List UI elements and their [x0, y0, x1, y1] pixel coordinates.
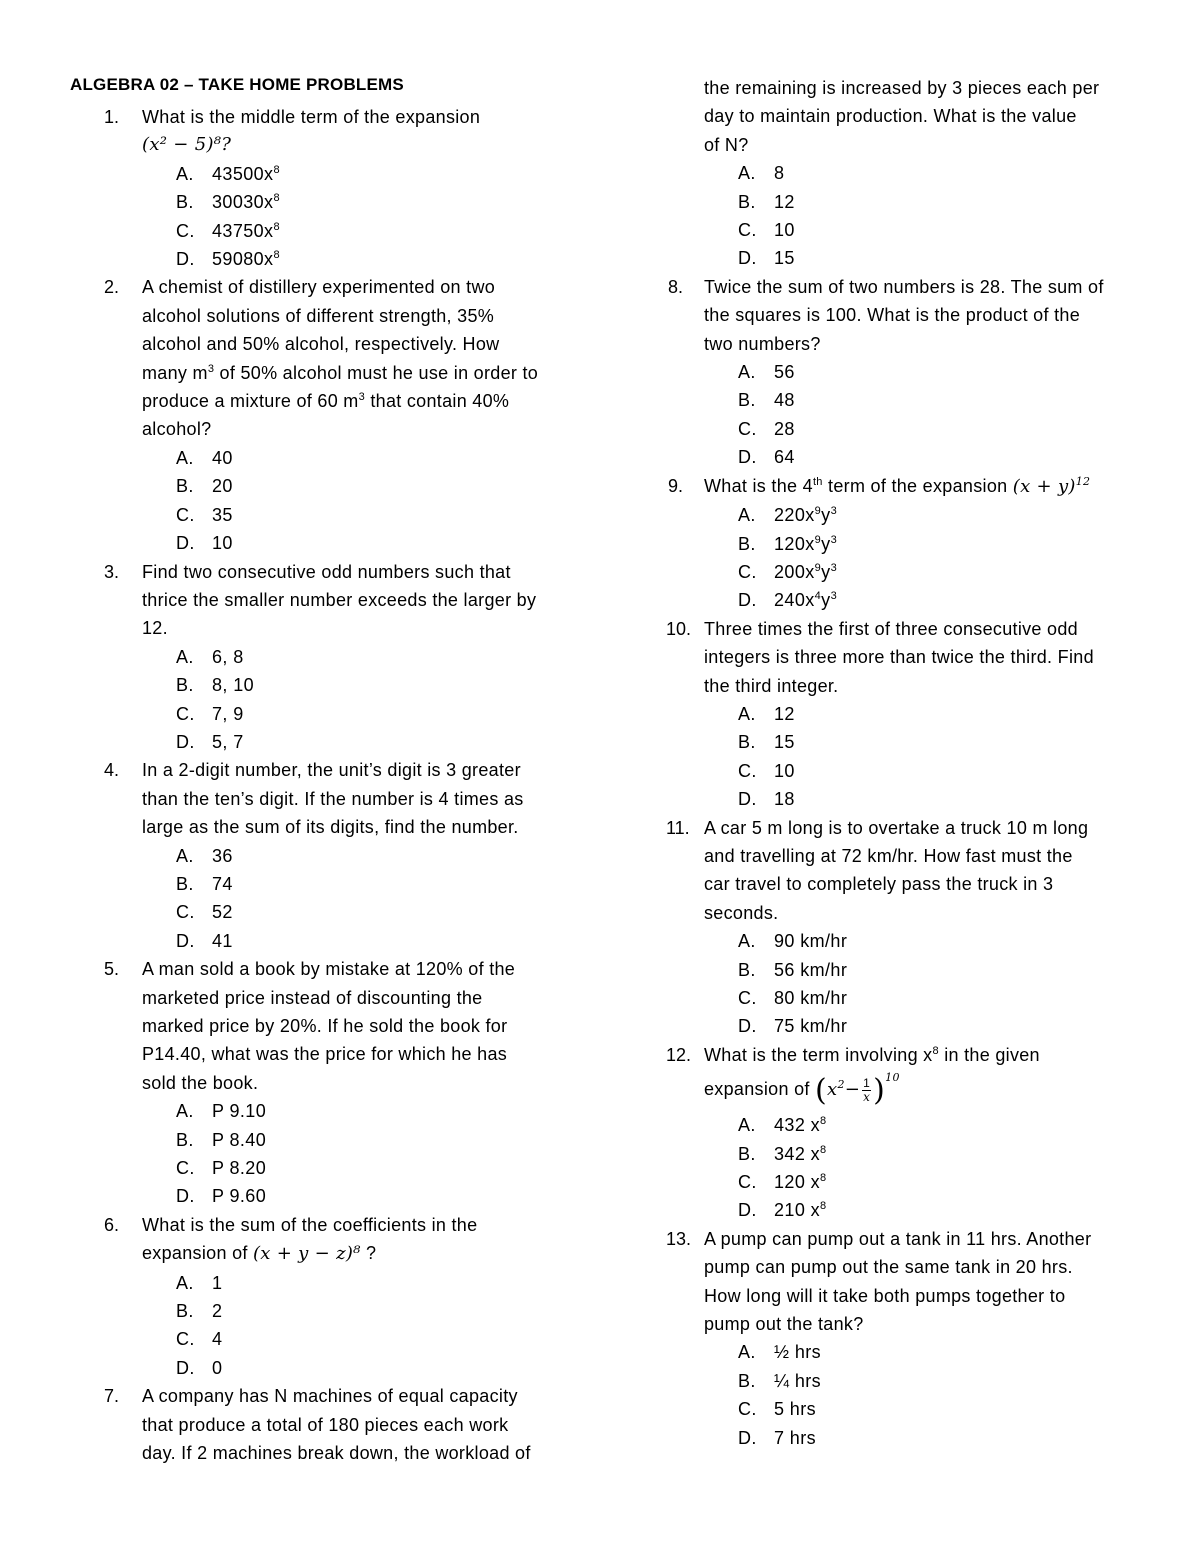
option-list: [142, 1269, 590, 1383]
question-number: 6.: [104, 1214, 120, 1235]
question-2: [70, 273, 590, 557]
option-text: 20: [212, 476, 233, 497]
option-text: 7, 9: [212, 703, 244, 724]
option-text: 28: [774, 418, 795, 439]
option-letter: A.: [738, 1342, 756, 1363]
stem-text: What is the term involving x: [704, 1044, 933, 1065]
stem-math-sup: 12: [1075, 474, 1091, 488]
option-letter: D.: [176, 1357, 195, 1378]
question-stem-line: [142, 359, 590, 387]
option-text: 10: [774, 760, 795, 781]
option-list: [142, 643, 590, 757]
question-stem-line: than the ten’s digit. If the number is 4 times as: [142, 788, 524, 809]
question-number: 12.: [666, 1044, 692, 1065]
option-letter: A.: [176, 1101, 194, 1122]
question-number: 4.: [104, 760, 120, 781]
option-text: 220x: [774, 505, 815, 526]
question-stem-line: P14.40, what was the price for which he has: [142, 1044, 508, 1065]
option-list: [704, 1338, 1138, 1452]
option-d[interactable]: [142, 1182, 590, 1210]
question-stem-line: alcohol and 50% alcohol, respectively. How: [142, 334, 500, 355]
option-c[interactable]: [142, 217, 590, 245]
option-text: 2: [212, 1301, 223, 1322]
question-stem-line: the remaining is increased by 3 pieces each per: [704, 78, 1100, 98]
option-letter: D.: [176, 731, 195, 752]
question-stem-line: day. If 2 machines break down, the workload of: [142, 1443, 531, 1464]
option-text: 43750x: [212, 220, 274, 241]
question-1: [70, 103, 590, 273]
option-text: 30030x: [212, 192, 274, 213]
option-text: 120x: [774, 533, 815, 554]
option-c[interactable]: [142, 898, 590, 926]
stem-sup: 3: [207, 362, 215, 375]
question-3: [70, 558, 590, 757]
stem-text: term of the expansion: [822, 475, 1013, 496]
question-stem-line: that produce a total of 180 pieces each work: [142, 1414, 509, 1435]
stem-text: that contain 40%: [365, 391, 510, 412]
option-a[interactable]: [142, 1097, 590, 1125]
question-stem-line: and travelling at 72 km/hr. How fast must the: [704, 845, 1073, 866]
option-list: [142, 1097, 590, 1211]
question-stem-line: 12.: [142, 618, 168, 639]
option-sup: 8: [273, 192, 280, 205]
question-stem-line: A man sold a book by mistake at 120% of the: [142, 959, 516, 980]
option-d[interactable]: [704, 785, 1138, 813]
option-c[interactable]: [142, 501, 590, 529]
option-a[interactable]: [704, 159, 1138, 187]
option-b[interactable]: [704, 386, 1138, 414]
option-sup: 8: [273, 249, 280, 262]
option-text: 90 km/hr: [774, 931, 848, 952]
question-stem-line: pump out the tank?: [704, 1314, 864, 1335]
option-text: 10: [774, 220, 795, 241]
option-sup: 3: [830, 533, 838, 546]
question-8: [668, 273, 1138, 472]
option-text: 432 x: [774, 1115, 821, 1136]
stem-math-sup: 10: [885, 1071, 900, 1085]
option-text: ¼ hrs: [774, 1370, 822, 1391]
option-letter: A.: [176, 646, 194, 667]
option-d[interactable]: [142, 728, 590, 756]
option-a[interactable]: [142, 444, 590, 472]
option-d[interactable]: [704, 244, 1138, 272]
option-d[interactable]: [704, 1012, 1138, 1040]
option-text: y: [821, 561, 831, 582]
option-text: 12: [774, 703, 795, 724]
stem-math-sup: 2: [837, 1078, 845, 1092]
option-letter: B.: [176, 1301, 194, 1322]
option-text: 15: [774, 248, 795, 269]
option-text: 7 hrs: [774, 1427, 817, 1448]
option-letter: A.: [738, 1115, 756, 1136]
question-number: 2.: [104, 277, 120, 298]
question-stem: What is the middle term of the expansion: [142, 107, 481, 127]
question-number: 13.: [666, 1228, 692, 1249]
option-d[interactable]: [142, 245, 590, 273]
option-letter: C.: [176, 504, 195, 525]
question-stem-line: How long will it take both pumps together to: [704, 1285, 1066, 1306]
option-sup: 9: [814, 533, 822, 546]
option-text: 8: [774, 163, 785, 184]
option-a[interactable]: [704, 1338, 1138, 1366]
option-b[interactable]: [142, 1297, 590, 1325]
question-stem-line: marked price by 20%. If he sold the book for: [142, 1016, 508, 1036]
option-letter: C.: [738, 1399, 757, 1420]
question-stem-line: [704, 1069, 1138, 1111]
option-text: 56: [774, 362, 795, 383]
question-stem-line: A pump can pump out a tank in 11 hrs. Another: [704, 1228, 1092, 1249]
option-letter: D.: [738, 590, 757, 611]
option-b[interactable]: [142, 1126, 590, 1154]
option-letter: A.: [738, 163, 756, 184]
question-stem-line: day to maintain production. What is the value: [704, 106, 1077, 127]
option-text: 80 km/hr: [774, 988, 848, 1008]
option-letter: D.: [738, 789, 757, 810]
option-b[interactable]: [142, 671, 590, 699]
option-letter: C.: [738, 561, 757, 582]
stem-text: in the given: [938, 1044, 1040, 1065]
fraction-numerator: 1: [863, 1075, 871, 1090]
option-sup: 3: [830, 590, 838, 603]
question-stem-line: large as the sum of its digits, find the number.: [142, 817, 519, 838]
option-letter: C.: [176, 220, 195, 241]
question-stem-line: two numbers?: [704, 333, 821, 354]
option-b[interactable]: [704, 1367, 1138, 1395]
option-text: 0: [212, 1357, 223, 1378]
option-letter: A.: [738, 703, 756, 724]
option-c[interactable]: [142, 1325, 590, 1353]
option-a[interactable]: [704, 358, 1138, 386]
option-a[interactable]: [704, 501, 1138, 529]
option-text: 10: [212, 533, 233, 554]
question-stem-line: [142, 387, 590, 415]
question-7-continued: [668, 74, 1138, 273]
fraction-denominator: x: [863, 1089, 871, 1104]
option-d[interactable]: [142, 1354, 590, 1382]
option-text: 12: [774, 191, 795, 212]
fraction: [862, 1077, 871, 1104]
option-c[interactable]: [704, 216, 1138, 244]
question-number: 10.: [666, 618, 692, 639]
option-list: [142, 444, 590, 558]
option-letter: C.: [738, 1172, 757, 1193]
option-text: 75 km/hr: [774, 1016, 848, 1037]
option-sup: 8: [820, 1115, 827, 1128]
question-stem-line: thrice the smaller number exceeds the larger by: [142, 589, 537, 610]
right-column: [668, 74, 1138, 1452]
question-math: (x² − 5)⁸?: [142, 134, 232, 156]
option-a[interactable]: [142, 160, 590, 188]
question-10: [668, 615, 1138, 814]
question-stem-line: [142, 1239, 590, 1268]
option-d[interactable]: [704, 586, 1138, 614]
option-text: P 9.60: [212, 1186, 267, 1207]
option-letter: B.: [176, 1129, 194, 1150]
option-text: 120 x: [774, 1172, 821, 1193]
option-a[interactable]: [704, 927, 1138, 955]
option-letter: B.: [738, 533, 756, 554]
option-c[interactable]: [142, 1154, 590, 1182]
option-letter: B.: [176, 873, 194, 894]
option-text: 56 km/hr: [774, 959, 848, 980]
question-number: 9.: [668, 475, 684, 496]
option-text: 6, 8: [212, 646, 244, 667]
option-list: [142, 842, 590, 956]
option-letter: A.: [176, 163, 194, 184]
option-text: 5 hrs: [774, 1399, 817, 1420]
option-b[interactable]: [142, 472, 590, 500]
option-c[interactable]: [704, 1168, 1138, 1196]
option-letter: A.: [738, 931, 756, 952]
question-stem-line: [704, 1041, 1138, 1069]
question-number: 3.: [104, 561, 120, 582]
option-text: 64: [774, 447, 795, 468]
option-letter: A.: [176, 447, 194, 468]
option-letter: D.: [176, 533, 195, 554]
option-text: 36: [212, 845, 233, 866]
option-text: 240x: [774, 590, 815, 611]
option-letter: C.: [176, 1329, 195, 1350]
question-stem-line: the third integer.: [704, 675, 839, 696]
option-letter: D.: [176, 930, 195, 951]
option-list: [704, 159, 1138, 273]
option-sup: 9: [814, 561, 822, 574]
option-a[interactable]: [142, 1269, 590, 1297]
stem-text: ?: [360, 1243, 377, 1264]
option-letter: C.: [176, 1158, 195, 1179]
question-stem-line: car travel to completely pass the truck in 3: [704, 874, 1054, 895]
option-c[interactable]: [704, 984, 1138, 1012]
option-letter: C.: [176, 902, 195, 923]
option-b[interactable]: [704, 956, 1138, 984]
option-sup: 4: [814, 590, 822, 603]
option-letter: B.: [738, 390, 756, 411]
question-stem-line: Find two consecutive odd numbers such that: [142, 561, 511, 582]
question-stem-line: seconds.: [704, 902, 779, 923]
question-stem-line: A car 5 m long is to overtake a truck 10 m long: [704, 817, 1089, 838]
option-c[interactable]: [704, 757, 1138, 785]
option-list: [704, 358, 1138, 472]
option-c[interactable]: [704, 1395, 1138, 1423]
question-stem-line: Three times the first of three consecutive odd: [704, 618, 1078, 639]
question-stem-line: A chemist of distillery experimented on two: [142, 277, 496, 298]
stem-text: What is the 4: [704, 475, 813, 496]
option-text: 5, 7: [212, 731, 244, 752]
question-stem-line: alcohol?: [142, 419, 212, 440]
option-letter: B.: [176, 675, 194, 696]
option-letter: B.: [176, 192, 194, 213]
option-text: 48: [774, 390, 795, 411]
stem-text: expansion of: [142, 1243, 253, 1264]
option-a[interactable]: [704, 1111, 1138, 1139]
option-text: 74: [212, 873, 233, 894]
option-text: ½ hrs: [774, 1342, 822, 1363]
question-stem-line: What is the sum of the coefficients in the: [142, 1214, 478, 1235]
question-number: 8.: [668, 276, 684, 297]
option-letter: D.: [738, 1200, 757, 1221]
stem-text: many m: [142, 362, 208, 383]
option-text: 8, 10: [212, 675, 255, 696]
option-text: y: [821, 505, 831, 526]
option-sup: 9: [814, 505, 822, 518]
paren-open: (: [814, 1073, 827, 1109]
option-letter: A.: [176, 845, 194, 866]
question-9: [668, 472, 1138, 615]
question-5: [70, 955, 590, 1211]
option-c[interactable]: [142, 700, 590, 728]
option-b[interactable]: [704, 530, 1138, 558]
option-sup: 8: [273, 220, 280, 233]
option-text: 1: [212, 1272, 223, 1293]
option-d[interactable]: [704, 443, 1138, 471]
stem-math-x: x: [827, 1079, 838, 1101]
option-letter: B.: [176, 476, 194, 497]
question-number: 7.: [104, 1386, 120, 1407]
stem-math-minus: −: [844, 1079, 861, 1101]
question-stem-line: the squares is 100. What is the product of the: [704, 305, 1081, 326]
stem-text: expansion of: [704, 1079, 815, 1100]
option-d[interactable]: [142, 529, 590, 557]
question-12: [668, 1041, 1138, 1225]
option-letter: C.: [738, 988, 757, 1008]
stem-math: (x + y): [1012, 475, 1076, 497]
question-stem-line: integers is three more than twice the third. Find: [704, 647, 1094, 668]
question-number: 1.: [104, 107, 120, 127]
question-stem-line: sold the book.: [142, 1072, 259, 1093]
option-text: 35: [212, 504, 233, 525]
question-6: [70, 1211, 590, 1382]
option-a[interactable]: [142, 643, 590, 671]
option-text: 210 x: [774, 1200, 821, 1221]
option-text: 342 x: [774, 1143, 821, 1164]
option-a[interactable]: [142, 842, 590, 870]
question-stem-line: Twice the sum of two numbers is 28. The sum of: [704, 276, 1104, 297]
question-stem-line: pump can pump out the same tank in 20 hrs.: [704, 1257, 1073, 1278]
option-letter: A.: [176, 1272, 194, 1293]
option-letter: D.: [176, 1186, 195, 1207]
option-sup: 3: [830, 505, 838, 518]
option-letter: D.: [738, 248, 757, 269]
option-list: [142, 160, 590, 274]
option-letter: B.: [738, 1370, 756, 1391]
option-text: 41: [212, 930, 233, 951]
stem-sup: 3: [358, 391, 366, 404]
question-stem-line: A company has N machines of equal capacity: [142, 1386, 518, 1407]
question-stem-line: In a 2-digit number, the unit’s digit is 3 greater: [142, 760, 521, 781]
option-text: y: [821, 533, 831, 554]
option-letter: B.: [738, 732, 756, 753]
option-text: P 8.20: [212, 1158, 267, 1179]
option-text: 52: [212, 902, 233, 923]
option-a[interactable]: [704, 700, 1138, 728]
option-list: [704, 501, 1138, 615]
option-sup: 8: [820, 1172, 827, 1185]
option-list: [704, 927, 1138, 1041]
option-c[interactable]: [704, 558, 1138, 586]
option-b[interactable]: [704, 728, 1138, 756]
option-letter: D.: [738, 1427, 757, 1448]
question-stem-line: marketed price instead of discounting the: [142, 987, 483, 1008]
question-7: [70, 1382, 590, 1467]
option-b[interactable]: [142, 188, 590, 216]
option-sup: 8: [820, 1200, 827, 1213]
option-text: P 8.40: [212, 1129, 267, 1150]
question-13: [668, 1225, 1138, 1452]
stem-text: of 50% alcohol must he use in order to: [214, 362, 539, 383]
option-d[interactable]: [142, 927, 590, 955]
option-b[interactable]: [704, 188, 1138, 216]
option-text: y: [821, 590, 831, 611]
option-letter: A.: [738, 362, 756, 383]
question-11: [668, 814, 1138, 1041]
option-text: 40: [212, 447, 233, 468]
option-d[interactable]: [704, 1424, 1138, 1452]
option-b[interactable]: [704, 1140, 1138, 1168]
question-number: 11.: [666, 817, 690, 838]
option-text: 43500x: [212, 163, 274, 184]
stem-text: produce a mixture of 60 m: [142, 391, 359, 412]
question-4: [70, 756, 590, 955]
option-letter: B.: [738, 191, 756, 212]
question-number: 5.: [104, 959, 120, 980]
option-letter: C.: [738, 760, 757, 781]
paren-close: ): [873, 1073, 886, 1109]
option-text: 200x: [774, 561, 815, 582]
option-letter: C.: [738, 220, 757, 241]
option-b[interactable]: [142, 870, 590, 898]
option-letter: D.: [738, 447, 757, 468]
option-sup: 8: [820, 1143, 827, 1156]
option-d[interactable]: [704, 1196, 1138, 1224]
option-letter: D.: [176, 249, 195, 270]
question-stem-line: alcohol solutions of different strength, 35%: [142, 305, 495, 326]
option-text: 18: [774, 789, 795, 810]
option-letter: C.: [176, 703, 195, 724]
stem-math: (x + y − z)⁸: [252, 1243, 361, 1265]
stem-sup: 8: [932, 1044, 939, 1057]
option-text: 4: [212, 1329, 223, 1350]
option-letter: B.: [738, 959, 756, 980]
page-title: ALGEBRA 02 – TAKE HOME PROBLEMS: [70, 75, 404, 94]
option-list: [704, 1111, 1138, 1225]
option-letter: C.: [738, 418, 757, 439]
option-sup: 8: [273, 163, 280, 176]
option-list: [704, 700, 1138, 814]
question-stem-line: of N?: [704, 134, 749, 155]
option-letter: A.: [738, 505, 756, 526]
option-letter: D.: [738, 1016, 757, 1037]
question-stem-line: [704, 472, 1138, 501]
option-letter: B.: [738, 1143, 756, 1164]
option-sup: 3: [830, 561, 838, 574]
option-text: P 9.10: [212, 1101, 267, 1122]
option-text: 15: [774, 732, 795, 753]
left-column: [70, 74, 590, 1468]
stem-sup: th: [812, 475, 823, 488]
option-text: 59080x: [212, 249, 274, 270]
option-c[interactable]: [704, 415, 1138, 443]
